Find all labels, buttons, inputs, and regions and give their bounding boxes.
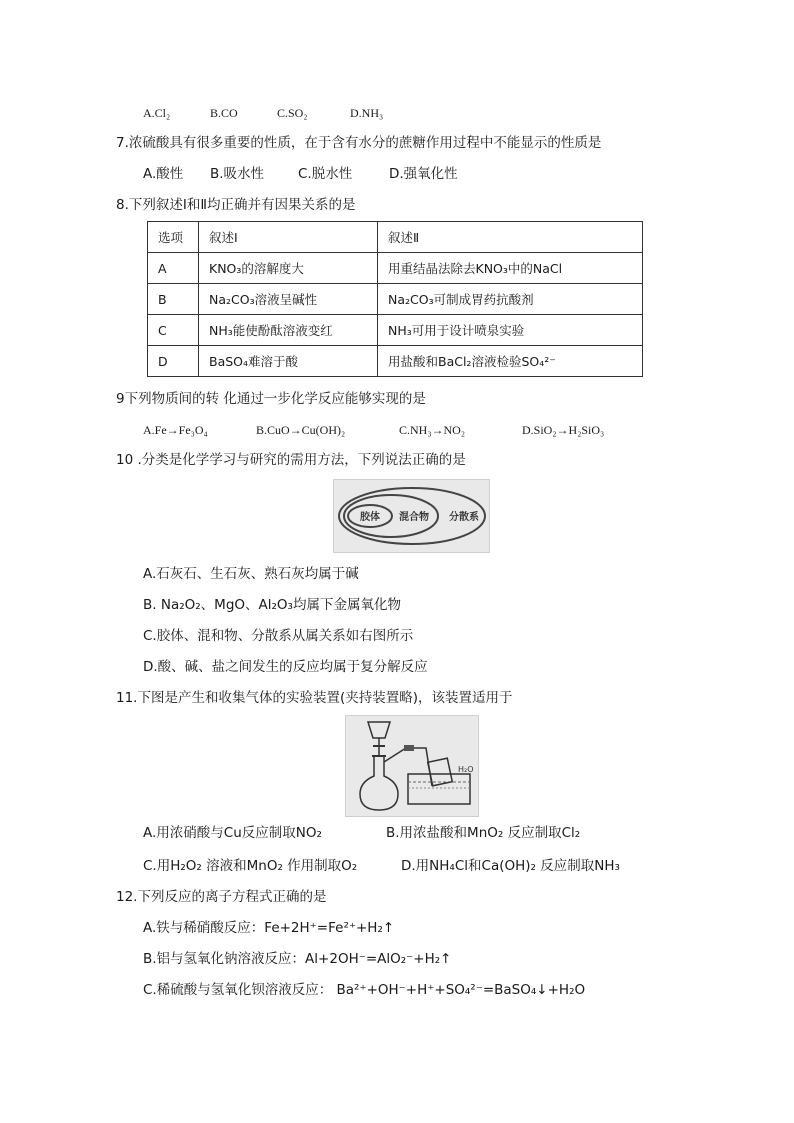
table-cell: KNO₃的溶解度大 [199,253,378,284]
q10-stem: 10 .分类是化学学习与研究的需用方法，下列说法正确的是 [116,452,466,468]
table-cell: 用重结晶法除去KNO₃中的NaCl [378,253,643,284]
q6-option-b: B.CO [210,106,238,120]
q12-stem: 12.下列反应的离子方程式正确的是 [116,889,327,905]
q11-stem: 11.下图是产生和收集气体的实验装置(夹持装置略)，该装置适用于 [116,690,513,706]
nested-ellipses-diagram [334,480,489,552]
q7-option-a: A.酸性 [143,166,184,182]
table-header-cell: 叙述Ⅱ [378,222,643,253]
table-cell: Na₂CO₃溶液呈碱性 [199,284,378,315]
table-cell: NH₃可用于设计喷泉实验 [378,315,643,346]
q6-option-a: A.Cl₂ [143,106,171,120]
q10-option-c: C.胶体、混和物、分散系从属关系如右图所示 [143,628,414,644]
table-row [148,253,643,284]
table-cell: C [148,315,199,346]
q6-options [143,104,383,122]
q9-option-b: B.CuO→Cu(OH)₂ [256,423,346,437]
q9-option-c: C.NH₃→NO₂ [399,423,466,437]
table-cell: D [148,346,199,377]
q7-option-b: B.吸水性 [210,166,265,182]
classification-figure [333,479,490,553]
gas-apparatus-figure [345,715,479,817]
table-cell: NH₃能使酚酞溶液变红 [199,315,378,346]
q8-table [147,221,643,377]
q12-option-a: A.铁与稀硝酸反应：Fe+2H⁺=Fe²⁺+H₂↑ [143,920,395,936]
q7-option-c: C.脱水性 [298,166,353,182]
q9-option-d: D.SiO₂→H₂SiO₃ [522,423,605,437]
table-row [148,284,643,315]
figure-label-colloid: 胶体 [360,512,380,523]
table-header-cell: 叙述Ⅰ [199,222,378,253]
figure-label-dispersion: 分散系 [449,512,479,523]
table-cell: A [148,253,199,284]
gas-apparatus-diagram [346,716,478,816]
q11-options-row1 [143,824,580,842]
q9-option-a: A.Fe→Fe₃O₄ [143,423,208,437]
q7-stem: 7.浓硫酸具有很多重要的性质，在于含有水分的蔗糖作用过程中不能显示的性质是 [116,135,602,151]
q11-option-b: B.用浓盐酸和MnO₂ 反应制取Cl₂ [386,825,581,841]
q8-stem: 8.下列叙述Ⅰ和Ⅱ均正确并有因果关系的是 [116,197,356,213]
table-cell: Na₂CO₃可制成胃药抗酸剂 [378,284,643,315]
q12-option-b: B.铝与氢氧化钠溶液反应：Al+2OH⁻=AlO₂⁻+H₂↑ [143,951,452,967]
q11-option-a: A.用浓硝酸与Cu反应制取NO₂ [143,825,322,841]
q10-option-a: A.石灰石、生石灰、熟石灰均属于碱 [143,566,359,582]
q6-option-d: D.NH₃ [350,106,384,120]
table-header-row [148,222,643,253]
q10-option-d: D.酸、碱、盐之间发生的反应均属于复分解反应 [143,659,428,675]
q12-option-c: C.稀硫酸与氢氧化钡溶液反应： Ba²⁺+OH⁻+H⁺+SO₄²⁻=BaSO₄↓+H₂O [143,982,586,998]
q9-options [143,421,604,439]
table-cell: BaSO₄难溶于酸 [199,346,378,377]
q11-option-c: C.用H₂O₂ 溶液和MnO₂ 作用制取O₂ [143,858,358,874]
q9-stem: 9下列物质间的转 化通过一步化学反应能够实现的是 [116,391,426,407]
table-header-cell: 选项 [148,222,199,253]
q7-option-d: D.强氧化性 [389,166,458,182]
figure-label-mixture: 混合物 [399,512,429,523]
q7-options [143,165,458,183]
q6-option-c: C.SO₂ [277,106,308,120]
table-cell: 用盐酸和BaCl₂溶液检验SO₄²⁻ [378,346,643,377]
figure-label-water: H₂O [458,765,474,774]
table-row [148,346,643,377]
q11-option-d: D.用NH₄Cl和Ca(OH)₂ 反应制取NH₃ [401,858,620,874]
table-cell: B [148,284,199,315]
q11-options-row2 [143,857,620,875]
table-row [148,315,643,346]
q10-option-b: B. Na₂O₂、MgO、Al₂O₃均属下金属氧化物 [143,597,401,613]
